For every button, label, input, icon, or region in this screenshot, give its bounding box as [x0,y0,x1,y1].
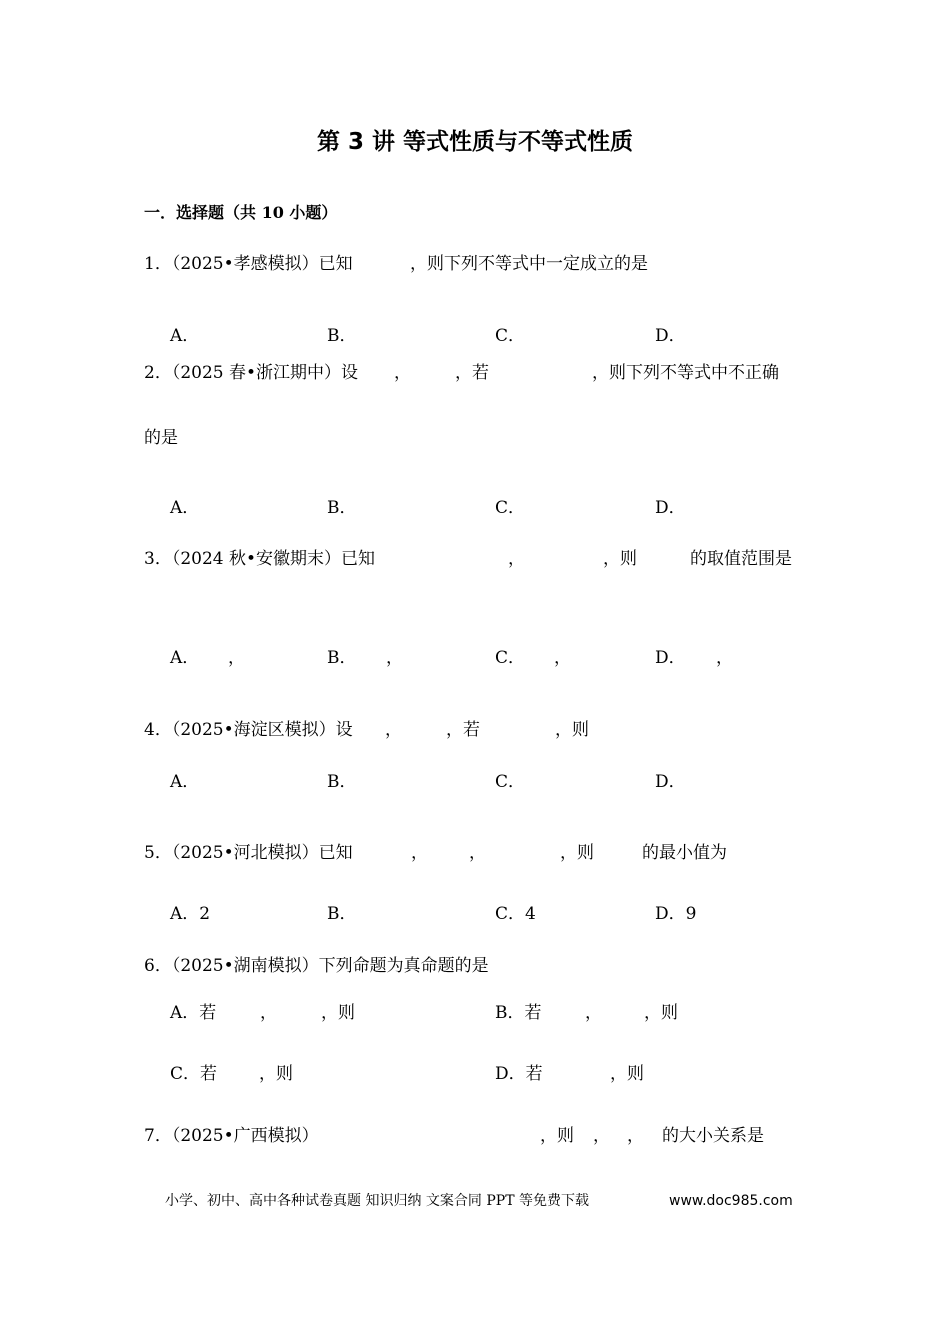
question-stem-text: ， [469,843,486,863]
answer-option: A． [170,772,200,792]
answer-option: D． [655,326,686,346]
answer-option: A．若 [170,1003,217,1023]
question-stem-text: ，则 [560,843,594,863]
question-stem-text: 的最小值为 [642,843,727,863]
answer-option: A． [170,648,200,668]
answer-option: A． [170,326,200,346]
question-stem-text: 3．（2024 秋•安徽期末）已知 [144,549,376,569]
answer-option: ，则 [610,1064,644,1084]
answer-option: B． [327,772,357,792]
section-heading: 一．选择题（共 10 小题） [144,203,338,222]
footer-url: www.doc985.com [669,1193,793,1209]
answer-option: D．9 [655,904,697,924]
question-stem-text: ， [508,549,525,569]
question-stem-text: 的大小关系是 [662,1126,764,1146]
page-title: 第 3 讲 等式性质与不等式性质 [316,129,634,155]
answer-option: A． [170,498,200,518]
question-stem-text: 的是 [144,428,178,448]
answer-option: D． [655,648,686,668]
answer-option: ， [386,648,403,668]
answer-option: B．若 [495,1003,542,1023]
question-stem-text: ， [593,1126,610,1146]
question-stem-text: 7．（2025•广西模拟） [144,1126,319,1146]
question-stem-text: ， [394,363,411,383]
answer-option: ，则 [259,1064,293,1084]
answer-option: C．若 [170,1064,218,1084]
answer-option: C． [495,648,526,668]
question-stem-text: 2．（2025 春•浙江期中）设 [144,363,359,383]
answer-option: ， [260,1003,277,1023]
answer-option: B． [327,498,357,518]
question-stem-text: 6．（2025•湖南模拟）下列命题为真命题的是 [144,956,489,976]
question-stem-text: 1．（2025•孝感模拟）已知 [144,254,353,274]
answer-option: ， [228,648,245,668]
question-stem-text: ， [411,843,428,863]
answer-option: C．4 [495,904,536,924]
question-stem-text: ，若 [446,720,480,740]
answer-option: B． [327,904,357,924]
answer-option: C． [495,772,526,792]
answer-option: D． [655,498,686,518]
answer-option: D．若 [495,1064,543,1084]
answer-option: ，则 [321,1003,355,1023]
question-stem-text: ，则 [555,720,589,740]
answer-option: C． [495,326,526,346]
answer-option: A．2 [170,904,211,924]
answer-option: C． [495,498,526,518]
question-stem-text: ， [627,1126,644,1146]
answer-option: ， [716,648,733,668]
question-stem-text: ，则 [603,549,637,569]
answer-option: ， [585,1003,602,1023]
answer-option: B． [327,326,357,346]
question-stem-text: ，则 [540,1126,574,1146]
question-stem-text: 的取值范围是 [690,549,792,569]
footer-text: 小学、初中、高中各种试卷真题 知识归纳 文案合同 PPT 等免费下载 [165,1193,589,1209]
question-stem-text: 5．（2025•河北模拟）已知 [144,843,353,863]
question-stem-text: ，若 [455,363,489,383]
question-stem-text: 4．（2025•海淀区模拟）设 [144,720,353,740]
question-stem-text: ，则下列不等式中不正确 [592,363,779,383]
answer-option: ， [554,648,571,668]
answer-option: B． [327,648,357,668]
answer-option: ，则 [644,1003,678,1023]
answer-option: D． [655,772,686,792]
question-stem-text: ，则下列不等式中一定成立的是 [410,254,648,274]
question-stem-text: ， [385,720,402,740]
